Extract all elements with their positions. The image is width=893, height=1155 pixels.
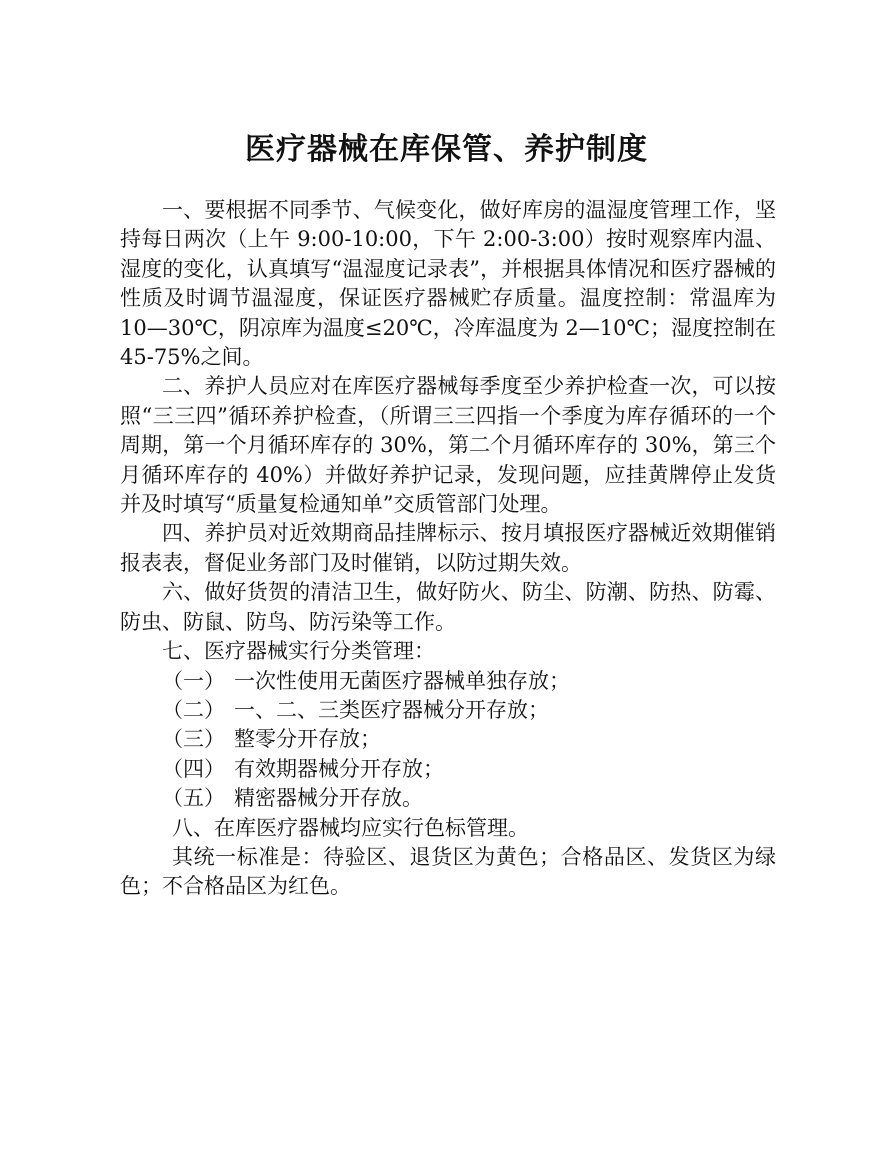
classification-item-number: （五） bbox=[162, 786, 225, 811]
classification-item-text: 精密器械分开存放。 bbox=[234, 786, 423, 811]
classification-item-text: 一、二、三类医疗器械分开存放； bbox=[234, 697, 549, 722]
classification-item-text: 整零分开存放； bbox=[234, 727, 381, 752]
paragraph-near-expiry: 四、养护员对近效期商品挂牌标示、按月填报医疗器械近效期催销报表表，督促业务部门及时催销，以防过期失效。 bbox=[120, 521, 776, 575]
classification-item bbox=[120, 667, 776, 696]
paragraph-maintenance-inspection: 二、养护人员应对在库医疗器械每季度至少养护检查一次，可以按照“三三四”循环养护检查，（所谓三三四指一个季度为库存循环的一个周期，第一个月循环库存的 30%，第二个月循环库存的 30%，第三个月循环库存的 40%）并做好养护记录，发现问题，应挂黄牌停止发货并及时填写“质量复检通知单”交质管部门处理。 bbox=[120, 374, 776, 517]
classification-item-number: （三） bbox=[162, 727, 225, 752]
classification-item bbox=[120, 696, 776, 725]
document-title: 医疗器械在库保管、养护制度 bbox=[245, 132, 648, 167]
classification-item-number: （四） bbox=[162, 756, 225, 781]
classification-item-text: 有效期器械分开存放； bbox=[234, 756, 444, 781]
paragraph-color-standard: 其统一标准是：待验区、退货区为黄色；合格品区、发货区为绿色；不合格品区为红色。 bbox=[120, 844, 776, 899]
paragraph-color-coding: 八、在库医疗器械均应实行色标管理。 bbox=[172, 815, 529, 840]
paragraph-cleaning: 六、做好货贺的清洁卫生，做好防火、防尘、防潮、防热、防霉、防虫、防鼠、防鸟、防污染等工作。 bbox=[120, 580, 776, 634]
document-body bbox=[120, 196, 776, 902]
paragraph-classification: 七、医疗器械实行分类管理： bbox=[162, 639, 435, 664]
paragraph-temperature-humidity: 一、要根据不同季节、气候变化，做好库房的温湿度管理工作，坚持每日两次（上午 9:00-10:00，下午 2:00-3:00）按时观察库内温、湿度的变化，认真填写“温湿度记录表”，并根据具体情况和医疗器械的性质及时调节温湿度，保证医疗器械贮存质量。温度控制：常温库为 10—30℃，阴凉库为温度≤20℃，冷库温度为 2—10℃；湿度控制在 45-75%之间。 bbox=[120, 198, 776, 370]
classification-item bbox=[120, 725, 776, 754]
classification-item bbox=[120, 784, 776, 813]
classification-item-number: （一） bbox=[162, 668, 225, 693]
classification-item bbox=[120, 755, 776, 784]
classification-item-text: 一次性使用无菌医疗器械单独存放； bbox=[234, 668, 570, 693]
classification-item-number: （二） bbox=[162, 697, 225, 722]
